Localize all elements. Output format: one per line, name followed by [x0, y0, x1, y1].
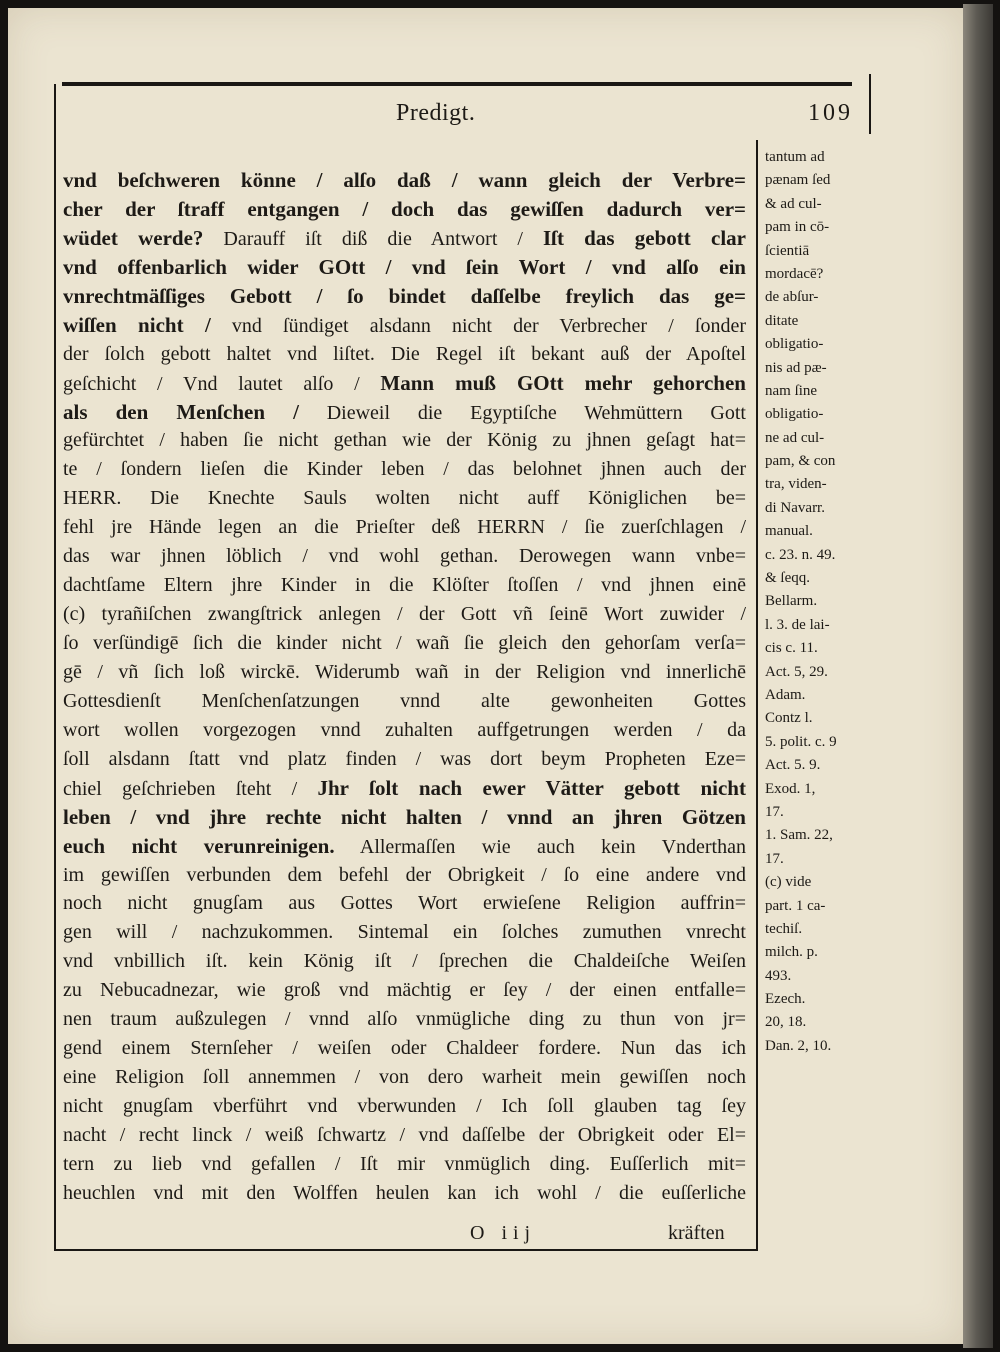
- emphasized-text: leben / vnd jhre rechte nicht halten / vnnd an jhren Götzen: [63, 804, 746, 829]
- body-text: ſoll alsdann ſtatt vnd platz finden / was dort beym Propheten Eze=: [63, 747, 746, 770]
- margin-note-line: Bellarm.: [765, 593, 818, 610]
- text-line: [63, 918, 746, 947]
- text-line: [63, 832, 746, 861]
- body-text: heuchlen vnd mit den Wolffen heulen kan ich wohl / die euſſerliche: [63, 1181, 746, 1204]
- margin-note-line: pænam ſed: [765, 172, 831, 189]
- text-line: [63, 803, 746, 832]
- text-line: [63, 311, 746, 340]
- top-right-frame-rule: [869, 74, 871, 134]
- margin-note-line: tantum ad: [765, 149, 825, 165]
- margin-note-line: 1. Sam. 22,: [765, 827, 833, 844]
- margin-note-line: di Navarr.: [765, 499, 825, 516]
- body-text: gē / vñ ſich loß wirckē. Widerumb wañ in der Religion vnd innerlichē: [63, 660, 746, 683]
- body-text: HERR. Die Knechte Sauls wolten nicht auff Königlichen be=: [63, 487, 746, 510]
- body-text: nacht / recht linck / weiß ſchwartz / vnd daſſelbe der Obrigkeit oder El=: [63, 1123, 746, 1146]
- text-line: [63, 629, 746, 658]
- bottom-rule: [54, 1249, 758, 1251]
- body-text: wort wollen vorgezogen vnnd zuhalten auffgetrungen werden / da: [63, 718, 746, 741]
- body-text: Dieweil die Egyptiſche Wehmüttern Gott: [298, 401, 746, 424]
- emphasized-text: wüdet werde?: [63, 225, 204, 250]
- text-line: [63, 166, 746, 195]
- margin-note-line: & ſeqq.: [765, 570, 810, 587]
- margin-note-line: Act. 5. 9.: [765, 757, 821, 774]
- margin-note-line: & ad cul-: [765, 195, 822, 212]
- emphasized-text: Mann muß GOtt mehr gehorchen: [380, 370, 746, 395]
- body-text: tern zu lieb vnd gefallen / Iſt mir vnmüglich ding. Euſſerlich mit=: [63, 1152, 746, 1175]
- margin-note-line: milch. p.: [765, 944, 818, 961]
- margin-note-line: obligatio-: [765, 406, 824, 423]
- margin-note-line: (c) vide: [765, 874, 812, 891]
- text-line: [63, 484, 746, 513]
- margin-note-line: cis c. 11.: [765, 640, 818, 657]
- margin-note-line: Ezech.: [765, 991, 806, 1008]
- text-line: [63, 1034, 746, 1063]
- body-text: zu Nebucadnezar, wie groß vnd mächtig er ſey / der einen entfalle=: [63, 979, 746, 1002]
- left-frame-rule: [54, 84, 56, 1249]
- margin-note-line: pam in cō-: [765, 219, 830, 236]
- body-text: vnd ſündiget alsdann nicht der Verbrecher / ſonder: [210, 314, 746, 337]
- margin-note-line: mordacē?: [765, 265, 824, 282]
- text-line: [63, 253, 746, 282]
- margin-note-line: 17.: [765, 803, 784, 820]
- emphasized-text: als den Menſchen /: [63, 399, 299, 424]
- margin-note-line: Act. 5, 29.: [765, 663, 828, 680]
- emphasized-text: wiſſen nicht /: [63, 312, 211, 337]
- margin-note-line: pam, & con: [765, 453, 836, 470]
- margin-note-line: 20, 18.: [765, 1014, 807, 1031]
- body-text: Darauff iſt diß die Antwort /: [203, 227, 543, 250]
- body-text: gefürchtet / haben ſie nicht gethan wie der König zu jhnen geſagt hat=: [63, 429, 746, 452]
- text-line: [63, 889, 746, 918]
- emphasized-text: vnrechtmäſſiges Gebott / ſo bindet daſſelbe freylich das ge=: [63, 283, 746, 308]
- text-line: [63, 658, 746, 687]
- signature-mark: O iij: [470, 1222, 537, 1244]
- margin-note-line: Contz l.: [765, 710, 813, 727]
- text-line: [63, 224, 746, 253]
- body-text: (c) tyrañiſchen zwangſtrick anlegen / der Gott vñ ſeinē Wort zuwider /: [63, 603, 746, 626]
- marginal-notes: [765, 146, 875, 1058]
- text-line: [63, 455, 746, 484]
- body-text: Gottesdienſt Menſchenſatzungen vnnd alte gewonheiten Gottes: [63, 689, 746, 712]
- text-line: [63, 1150, 746, 1179]
- margin-note-line: Adam.: [765, 686, 806, 703]
- margin-note-line: 5. polit. c. 9: [765, 733, 837, 750]
- margin-note-line: 493.: [765, 967, 792, 984]
- text-line: [63, 369, 746, 398]
- text-line: [63, 1121, 746, 1150]
- margin-note-line: obligatio-: [765, 336, 824, 353]
- body-text: der ſolch gebott haltet vnd liſtet. Die Regel iſt bekant auß der Apoſtel: [63, 342, 746, 365]
- text-line: [63, 426, 746, 455]
- text-line: [63, 1005, 746, 1034]
- body-text: chiel geſchrieben ſteht /: [63, 777, 318, 800]
- emphasized-text: cher der ſtraff entgangen / doch das gewiſſen dadurch ver=: [63, 196, 746, 221]
- emphasized-text: Jhr ſolt nach ewer Vätter gebott nicht: [317, 775, 746, 800]
- margin-note-line: techiſ.: [765, 920, 803, 937]
- text-line: [63, 745, 746, 774]
- emphasized-text: Iſt das gebott clar: [542, 225, 746, 250]
- margin-note-line: c. 23. n. 49.: [765, 546, 836, 563]
- margin-divider-rule: [756, 140, 758, 1250]
- body-text: dachtſame Eltern jhre Kinder in die Klöſter ſtoſſen / vnd jhnen einē: [63, 574, 746, 597]
- text-line: [63, 571, 746, 600]
- text-line: [63, 1092, 746, 1121]
- text-line: [63, 542, 746, 571]
- text-line: [63, 861, 746, 890]
- text-line: [63, 1063, 746, 1092]
- running-head: Predigt.: [396, 100, 476, 126]
- text-line: [63, 687, 746, 716]
- body-text: das war jhnen löblich / vnd wohl gethan. Derowegen wann vnbe=: [63, 545, 746, 568]
- text-line: [63, 774, 746, 803]
- margin-note-line: ditate: [765, 312, 799, 329]
- body-text: im gewiſſen verbunden dem befehl der Obrigkeit / ſo eine andere vnd: [63, 863, 746, 886]
- body-text: Allermaſſen wie auch kein Vnderthan: [334, 835, 746, 858]
- page-number: 109: [808, 100, 853, 126]
- text-line: [63, 340, 746, 369]
- body-text: noch nicht gnugſam aus Gottes Wort erwieſene Religion auffrin=: [63, 892, 746, 915]
- body-text: te / ſondern lieſen die Kinder leben / das belohnet jhnen auch der: [63, 458, 746, 481]
- catchword: kräften: [668, 1222, 725, 1244]
- text-line: [63, 398, 746, 427]
- text-line: [63, 947, 746, 976]
- text-line: [63, 513, 746, 542]
- body-text: vnd vnbillich iſt. kein König iſt / ſprechen die Chaldeiſche Weiſen: [63, 950, 746, 973]
- margin-note-line: nis ad pæ-: [765, 359, 827, 376]
- body-text: geſchicht / Vnd lautet alſo /: [63, 372, 381, 395]
- text-line: [63, 976, 746, 1005]
- margin-note-line: tra, viden-: [765, 476, 827, 493]
- top-rule: [62, 82, 852, 86]
- margin-note-line: part. 1 ca-: [765, 897, 826, 914]
- text-line: [63, 195, 746, 224]
- emphasized-text: vnd offenbarlich wider GOtt / vnd ſein Wort / vnd alſo ein: [63, 254, 746, 279]
- text-line: [63, 282, 746, 311]
- body-text: gend einem Sternſeher / weiſen oder Chaldeer fordere. Nun das ich: [63, 1037, 746, 1060]
- body-text: eine Religion ſoll annemmen / von dero warheit mein gewiſſen noch: [63, 1066, 746, 1089]
- emphasized-text: euch nicht verunreinigen.: [63, 833, 335, 858]
- body-text: fehl jre Hände legen an die Prieſter deß HERRN / ſie zuerſchlagen /: [63, 516, 746, 539]
- margin-note-line: 17.: [765, 850, 784, 867]
- margin-note-line: nam ſine: [765, 382, 818, 399]
- margin-note-line: de abſur-: [765, 289, 819, 306]
- text-line: [63, 600, 746, 629]
- body-text: ſo verſündigē ſich die kinder nicht / wañ ſie gleich den gehorſam verſa=: [63, 632, 746, 654]
- body-text: nicht gnugſam vberführt vnd vberwunden / Ich ſoll glauben tag ſey: [63, 1095, 746, 1117]
- text-line: [63, 716, 746, 745]
- emphasized-text: vnd beſchweren könne / alſo daß / wann gleich der Verbre=: [63, 168, 746, 192]
- body-text: nen traum außzulegen / vnnd alſo vnmügliche ding zu thun von jr=: [63, 1008, 746, 1031]
- margin-note-line: ne ad cul-: [765, 429, 825, 446]
- margin-note-line: Exod. 1,: [765, 780, 816, 797]
- text-line: [63, 1179, 746, 1208]
- margin-note-line: l. 3. de lai-: [765, 616, 830, 633]
- body-text: gen will / nachzukommen. Sintemal ein ſolches zumuthen vnrecht: [63, 921, 746, 944]
- margin-note-line: ſcientiā: [765, 242, 810, 259]
- main-text-block: [63, 166, 746, 1208]
- margin-note-line: Dan. 2, 10.: [765, 1037, 832, 1054]
- page-edge-shadow: [963, 4, 993, 1348]
- margin-note-line: manual.: [765, 523, 813, 540]
